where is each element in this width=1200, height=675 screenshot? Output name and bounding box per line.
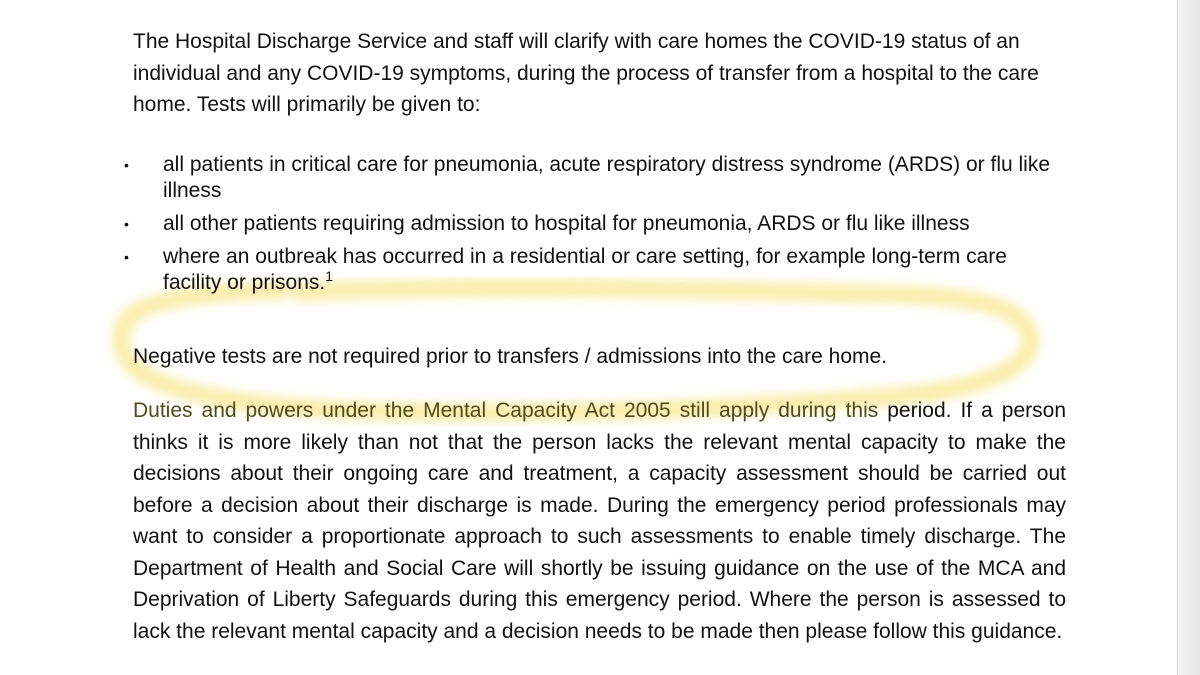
bullet-marker: • — [124, 156, 129, 173]
list-item-text: where an outbreak has occurred in a residential or care setting, for example long-term care facility or prisons. — [163, 244, 1007, 294]
bullet-marker: • — [124, 248, 129, 265]
document-body — [124, 26, 1066, 647]
list-item-text: all patients in critical care for pneumonia, acute respiratory distress syndrome (ARDS) or flu like illness — [163, 152, 1051, 202]
mental-capacity-paragraph — [133, 395, 1066, 647]
test-criteria-list — [124, 152, 1066, 296]
list-item — [124, 152, 1066, 204]
highlighted-text: Duties and powers under the Mental Capacity Act 2005 still apply during this — [133, 399, 879, 422]
negative-tests-statement: Negative tests are not required prior to transfers / admissions into the care home. — [133, 344, 888, 368]
intro-paragraph: The Hospital Discharge Service and staff will clarify with care homes the COVID-19 status of an individual and any COVID-19 symptoms, during the process of transfer from a hospital to the care home. Tests will primarily be given to: — [133, 30, 1039, 116]
list-item — [124, 211, 1066, 237]
list-item — [124, 244, 1066, 296]
list-item-text: all other patients requiring admission to hospital for pneumonia, ARDS or flu like illness — [163, 211, 970, 235]
paragraph-text: period. If a person thinks it is more likely than not that the person lacks the relevant mental capacity to make the decisions about their ongoing care and treatment, a capacity assessment should be carried out before a decision about their discharge is made. During the emergency period professionals may want to consider a proportionate approach to such assessments to enable timely discharge. The Department of Health and Social Care will shortly be issuing guidance on the use of the MCA and Deprivation of Liberty Safeguards during this emergency period. Where the person is assessed to lack the relevant mental capacity and a decision needs to be made then please follow this guidance. — [133, 399, 1066, 643]
footnote-marker: 1 — [325, 267, 334, 284]
page-edge — [1177, 0, 1200, 675]
bullet-marker: • — [124, 215, 129, 232]
